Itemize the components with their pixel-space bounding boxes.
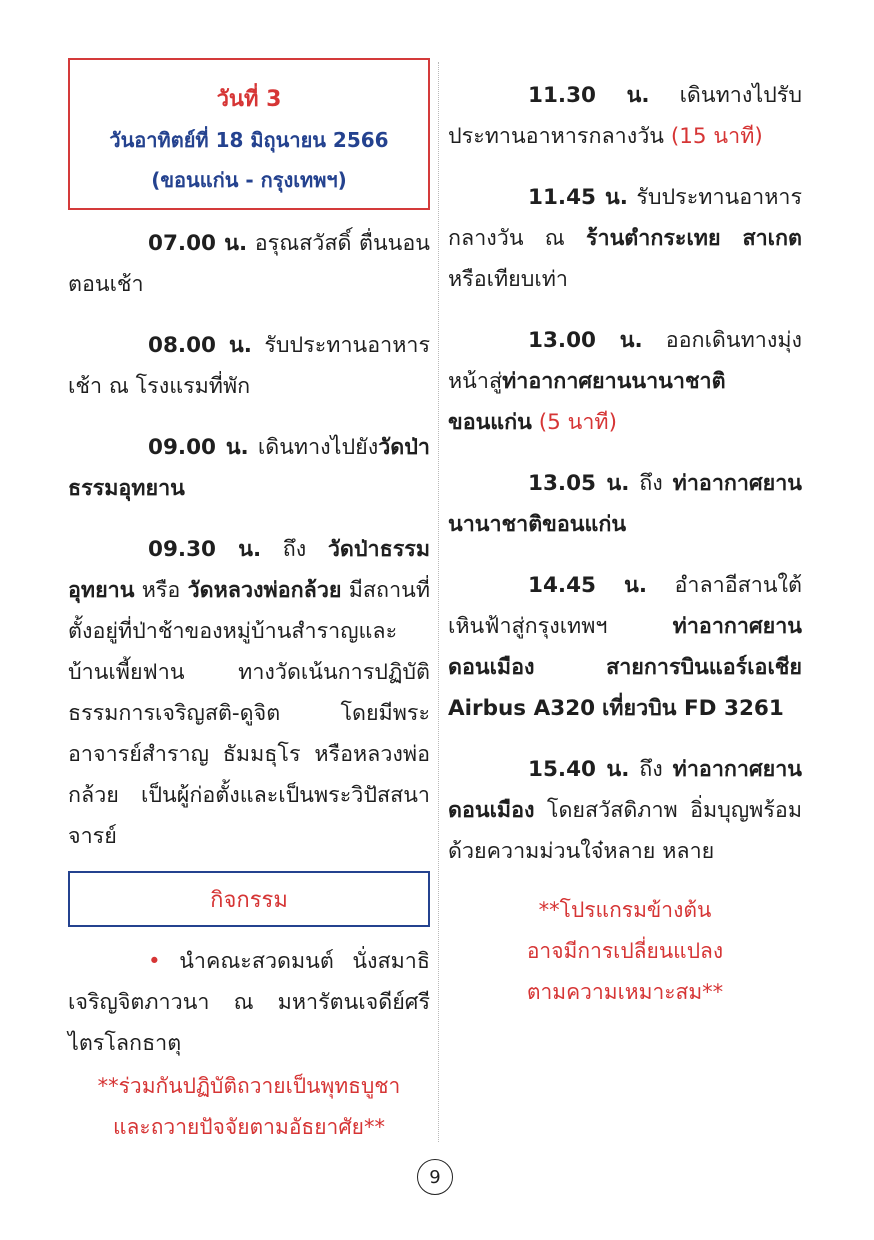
time-label: 11.30 น. xyxy=(528,83,650,108)
day-date: วันอาทิตย์ที่ 18 มิถุนายน 2566 xyxy=(109,128,389,152)
itinerary-item-1145 xyxy=(448,177,802,300)
time-label: 13.00 น. xyxy=(528,328,643,353)
column-divider xyxy=(438,62,439,1142)
time-label: 09.00 น. xyxy=(148,435,249,460)
item-text: รับประทานอาหารกลางวัน ณ xyxy=(448,185,802,251)
item-text: โดยสวัสดิภาพ อิ่มบุญพร้อมด้วยความม่วนใจ๋หลาย หลาย xyxy=(448,798,802,864)
itinerary-item-0930 xyxy=(68,529,430,857)
place-name: ร้านตำกระเทย สาเกต xyxy=(585,226,802,251)
program-change-note xyxy=(448,890,802,1013)
item-text: หรือเทียบเท่า xyxy=(448,267,568,292)
item-text: ถึง xyxy=(639,471,663,496)
activity-text: นำคณะสวดมนต์ นั่งสมาธิเจริญจิตภาวนา ณ มหารัตนเจดีย์ศรีไตรโลกธาตุ xyxy=(68,949,430,1056)
time-label: 08.00 น. xyxy=(148,333,252,358)
time-label: 11.45 น. xyxy=(528,185,628,210)
left-column xyxy=(68,58,430,1148)
time-label: 15.40 น. xyxy=(528,757,630,782)
place-name: ท่าอากาศยานดอนเมือง xyxy=(448,757,802,823)
activity-item xyxy=(68,941,430,1064)
activity-heading-box xyxy=(68,871,430,927)
page-number: 9 xyxy=(417,1159,453,1195)
place-name: ท่าอากาศยานนานาชาติขอนแก่น xyxy=(448,471,802,537)
place-name: วัดหลวงพ่อกล้วย xyxy=(187,578,342,603)
time-label: 13.05 น. xyxy=(528,471,630,496)
program-note-line2: อาจมีการเปลี่ยนแปลง xyxy=(526,939,724,963)
merit-note-line1: **ร่วมกันปฏิบัติถวายเป็นพุทธบูชา xyxy=(97,1074,401,1098)
itinerary-item-0900 xyxy=(68,427,430,509)
itinerary-item-0700 xyxy=(68,223,430,305)
item-text: หรือ xyxy=(141,578,181,603)
item-text: ออกเดินทางมุ่งหน้าสู่ xyxy=(448,328,802,394)
duration-note: (15 นาที) xyxy=(670,124,763,149)
itinerary-item-1300 xyxy=(448,320,802,443)
time-label: 14.45 น. xyxy=(528,573,648,598)
place-name: ท่าอากาศยานนานาชาติขอนแก่น xyxy=(448,369,726,435)
merit-note xyxy=(68,1066,430,1148)
item-text: อรุณสวัสดิ์ ตื่นนอนตอนเช้า xyxy=(68,231,430,297)
merit-note-line2: และถวายปัจจัยตามอัธยาศัย** xyxy=(113,1115,385,1139)
itinerary-item-1540 xyxy=(448,749,802,872)
place-name: วัดป่าธรรมอุทยาน xyxy=(68,435,430,501)
itinerary-item-0800 xyxy=(68,325,430,407)
place-name: ท่าอากาศยานดอนเมือง xyxy=(448,614,802,680)
day-header-box xyxy=(68,58,430,210)
flight-number: เที่ยวบิน FD 3261 xyxy=(601,696,784,721)
item-text: ถึง xyxy=(282,537,307,562)
item-text: อำลาอีสานใต้ เหินฟ้าสู่กรุงเทพฯ xyxy=(448,573,802,639)
program-note-line1: **โปรแกรมข้างต้น xyxy=(538,898,712,922)
day-route: (ขอนแก่น - กรุงเทพฯ) xyxy=(151,168,347,192)
item-text: รับประทานอาหารเช้า ณ โรงแรมที่พัก xyxy=(68,333,430,399)
item-text: ถึง xyxy=(639,757,663,782)
time-label: 07.00 น. xyxy=(148,231,248,256)
bullet-icon: • xyxy=(148,949,161,974)
place-name: วัดป่าธรรมอุทยาน xyxy=(68,537,431,603)
time-label: 09.30 น. xyxy=(148,537,262,562)
right-column xyxy=(448,75,802,1013)
item-text: เดินทางไปรับประทานอาหารกลางวัน xyxy=(448,83,802,149)
program-note-line3: ตามความเหมาะสม** xyxy=(526,980,724,1004)
item-text: เดินทางไปยัง xyxy=(257,435,379,460)
itinerary-item-1305 xyxy=(448,463,802,545)
activity-heading: กิจกรรม xyxy=(210,887,288,913)
airline-name: สายการบินแอร์เอเชีย Airbus A320 xyxy=(448,655,802,721)
duration-note: (5 นาที) xyxy=(538,410,617,435)
itinerary-item-1130 xyxy=(448,75,802,157)
item-text: มีสถานที่ตั้งอยู่ที่ป่าช้าของหมู่บ้านสำราญและบ้านเพี้ยฟาน ทางวัดเน้นการปฏิบัติธรรมการเจริญสติ-ดูจิต โดยมีพระอาจารย์สำราญ ธัมมธุโร หรือหลวงพ่อกล้วย เป็นผู้ก่อตั้งและเป็นพระวิปัสสนาจารย์ xyxy=(68,578,431,849)
itinerary-item-1445 xyxy=(448,565,802,729)
day-title: วันที่ 3 xyxy=(216,87,282,112)
